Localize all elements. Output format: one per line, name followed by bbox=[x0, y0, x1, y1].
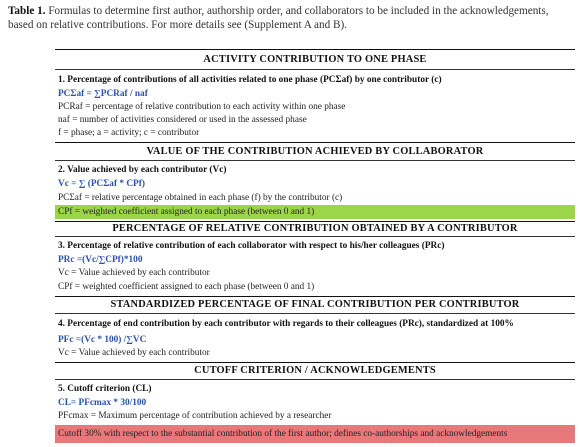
section-value-contribution: VALUE OF THE CONTRIBUTION ACHIEVED BY COLLABORATOR bbox=[146, 146, 484, 157]
row5-formula: CL= PFcmax * 30/100 bbox=[58, 398, 147, 408]
top-rule bbox=[55, 49, 575, 50]
row2-formula: Vc = ∑ (PCΣaf * CPf) bbox=[58, 179, 145, 189]
row3-formula: PRc =(Vc/∑CPf)*100 bbox=[58, 255, 143, 265]
row2-title: 2. Value achieved by each contributor (Vc) bbox=[58, 165, 227, 175]
section-cutoff: CUTOFF CRITERION / ACKNOWLEDGEMENTS bbox=[194, 365, 436, 376]
row1-definition: naf = number of activities considered or used in the assessed phase bbox=[58, 115, 307, 125]
table-caption bbox=[8, 4, 574, 32]
caption-text: Formulas to determine first author, authorship order, and collaborators to be included in the acknowledgements, based on relative contributions. For more details see (Supplement A and B). bbox=[8, 5, 549, 31]
row1-definition: PCRaf = percentage of relative contribution to each activity within one phase bbox=[58, 102, 346, 112]
row5-title: 5. Cutoff criterion (CL) bbox=[58, 384, 152, 394]
rule-4 bbox=[55, 221, 575, 222]
section-relative-contribution: PERCENTAGE OF RELATIVE CONTRIBUTION OBTAINED BY A CONTRIBUTOR bbox=[112, 223, 518, 234]
row1-formula: PCΣaf = ∑PCRaf / naf bbox=[58, 89, 148, 99]
row3-title: 3. Percentage of relative contribution of each collaborator with respect to his/her colleagues (PRc) bbox=[58, 241, 445, 251]
row1-definition: f = phase; a = activity; c = contributor bbox=[58, 128, 200, 138]
rule-5 bbox=[55, 236, 575, 237]
row4-definition: Vc = Value achieved by each contributor bbox=[58, 348, 210, 358]
section-activity-contribution: ACTIVITY CONTRIBUTION TO ONE PHASE bbox=[203, 54, 427, 65]
row2-definition: PCΣaf = relative percentage obtained in each phase (f) by the contributor (c) bbox=[58, 193, 343, 203]
row4-formula: PFc =(Vc * 100) /∑VC bbox=[58, 335, 147, 345]
row3-definition: CPf = weighted coefficient assigned to each phase (between 0 and 1) bbox=[58, 282, 315, 292]
row3-definition: Vc = Value achieved by each contributor bbox=[58, 268, 210, 278]
rule-8 bbox=[55, 362, 575, 363]
rule-2 bbox=[55, 142, 575, 143]
rule-9 bbox=[55, 379, 575, 380]
cutoff-note: Cutoff 30% with respect to the substantial contribution of the first author; defines co-authorships and acknowledgements bbox=[58, 429, 508, 439]
rule-6 bbox=[55, 296, 575, 297]
rule-3 bbox=[55, 160, 575, 161]
caption-label: Table 1. bbox=[8, 5, 46, 17]
row4-title: 4. Percentage of end contribution by each contributor with regards to their colleagues (PRc), standardized at 100% bbox=[58, 319, 514, 329]
rule-7 bbox=[55, 313, 575, 314]
row2-definition-highlighted: CPf = weighted coefficient assigned to each phase (between 0 and 1) bbox=[58, 207, 315, 217]
row5-definition: PFcmax = Maximum percentage of contribution achieved by a researcher bbox=[58, 411, 332, 421]
rule-1 bbox=[55, 69, 575, 70]
row1-title: 1. Percentage of contributions of all activities related to one phase (PCΣaf) by one contributor (c) bbox=[58, 75, 442, 85]
section-standardized: STANDARDIZED PERCENTAGE OF FINAL CONTRIBUTION PER CONTRIBUTOR bbox=[110, 299, 520, 310]
